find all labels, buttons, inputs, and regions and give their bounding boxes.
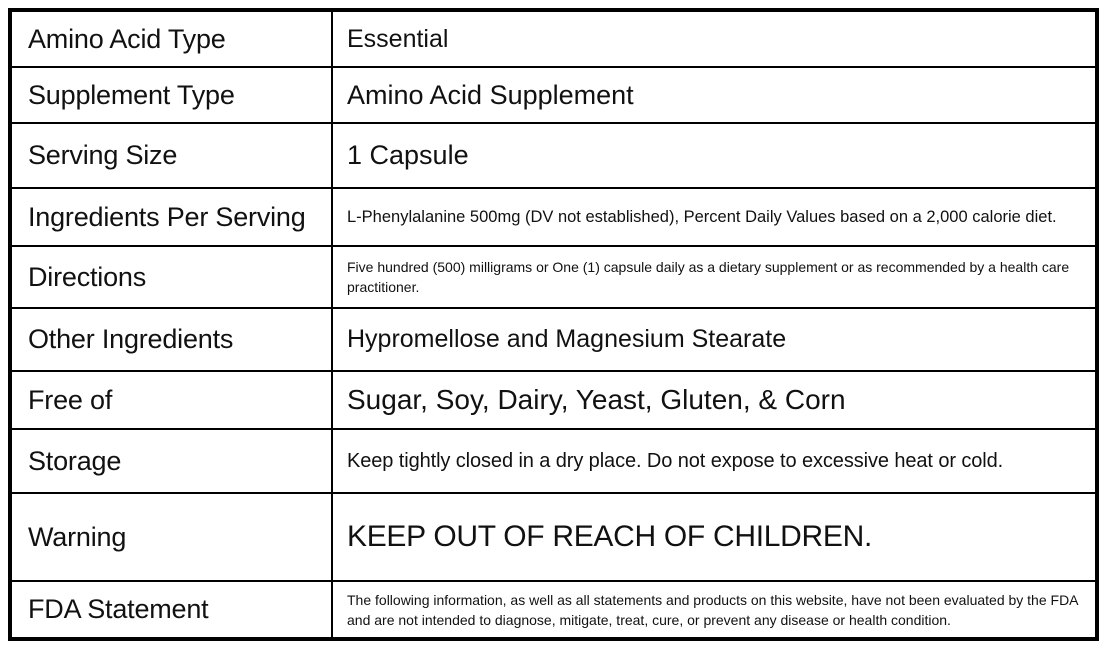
row-value: Hypromellose and Magnesium Stearate (332, 308, 1095, 371)
row-value: The following information, as well as all statements and products on this website, have not been evaluated by the FDA and are not intended to diagnose, mitigate, treat, cure, or prevent any disease or health condition. (332, 581, 1095, 637)
table-row (12, 371, 1095, 429)
row-value: Sugar, Soy, Dairy, Yeast, Gluten, & Corn (332, 371, 1095, 429)
row-label: Serving Size (12, 123, 332, 188)
table-row (12, 308, 1095, 371)
row-label: Warning (12, 493, 332, 581)
row-label: Storage (12, 429, 332, 493)
row-value: Keep tightly closed in a dry place. Do not expose to excessive heat or cold. (332, 429, 1095, 493)
row-value: Essential (332, 12, 1095, 67)
row-label: Supplement Type (12, 67, 332, 123)
table-row (12, 67, 1095, 123)
table-row (12, 246, 1095, 308)
table-row (12, 123, 1095, 188)
table-row (12, 429, 1095, 493)
row-label: Ingredients Per Serving (12, 188, 332, 246)
row-label: Directions (12, 246, 332, 308)
table-row (12, 493, 1095, 581)
table-row (12, 12, 1095, 67)
row-value: Five hundred (500) milligrams or One (1) capsule daily as a dietary supplement or as recommended by a health care practitioner. (332, 246, 1095, 308)
row-label: Free of (12, 371, 332, 429)
row-label: Other Ingredients (12, 308, 332, 371)
row-label: Amino Acid Type (12, 12, 332, 67)
supplement-facts-table (8, 8, 1099, 641)
row-value: 1 Capsule (332, 123, 1095, 188)
row-value: Amino Acid Supplement (332, 67, 1095, 123)
table-row (12, 581, 1095, 637)
table-row (12, 188, 1095, 246)
info-table (12, 12, 1095, 637)
row-value: L-Phenylalanine 500mg (DV not established), Percent Daily Values based on a 2,000 calorie diet. (332, 188, 1095, 246)
row-value: KEEP OUT OF REACH OF CHILDREN. (332, 493, 1095, 581)
row-label: FDA Statement (12, 581, 332, 637)
